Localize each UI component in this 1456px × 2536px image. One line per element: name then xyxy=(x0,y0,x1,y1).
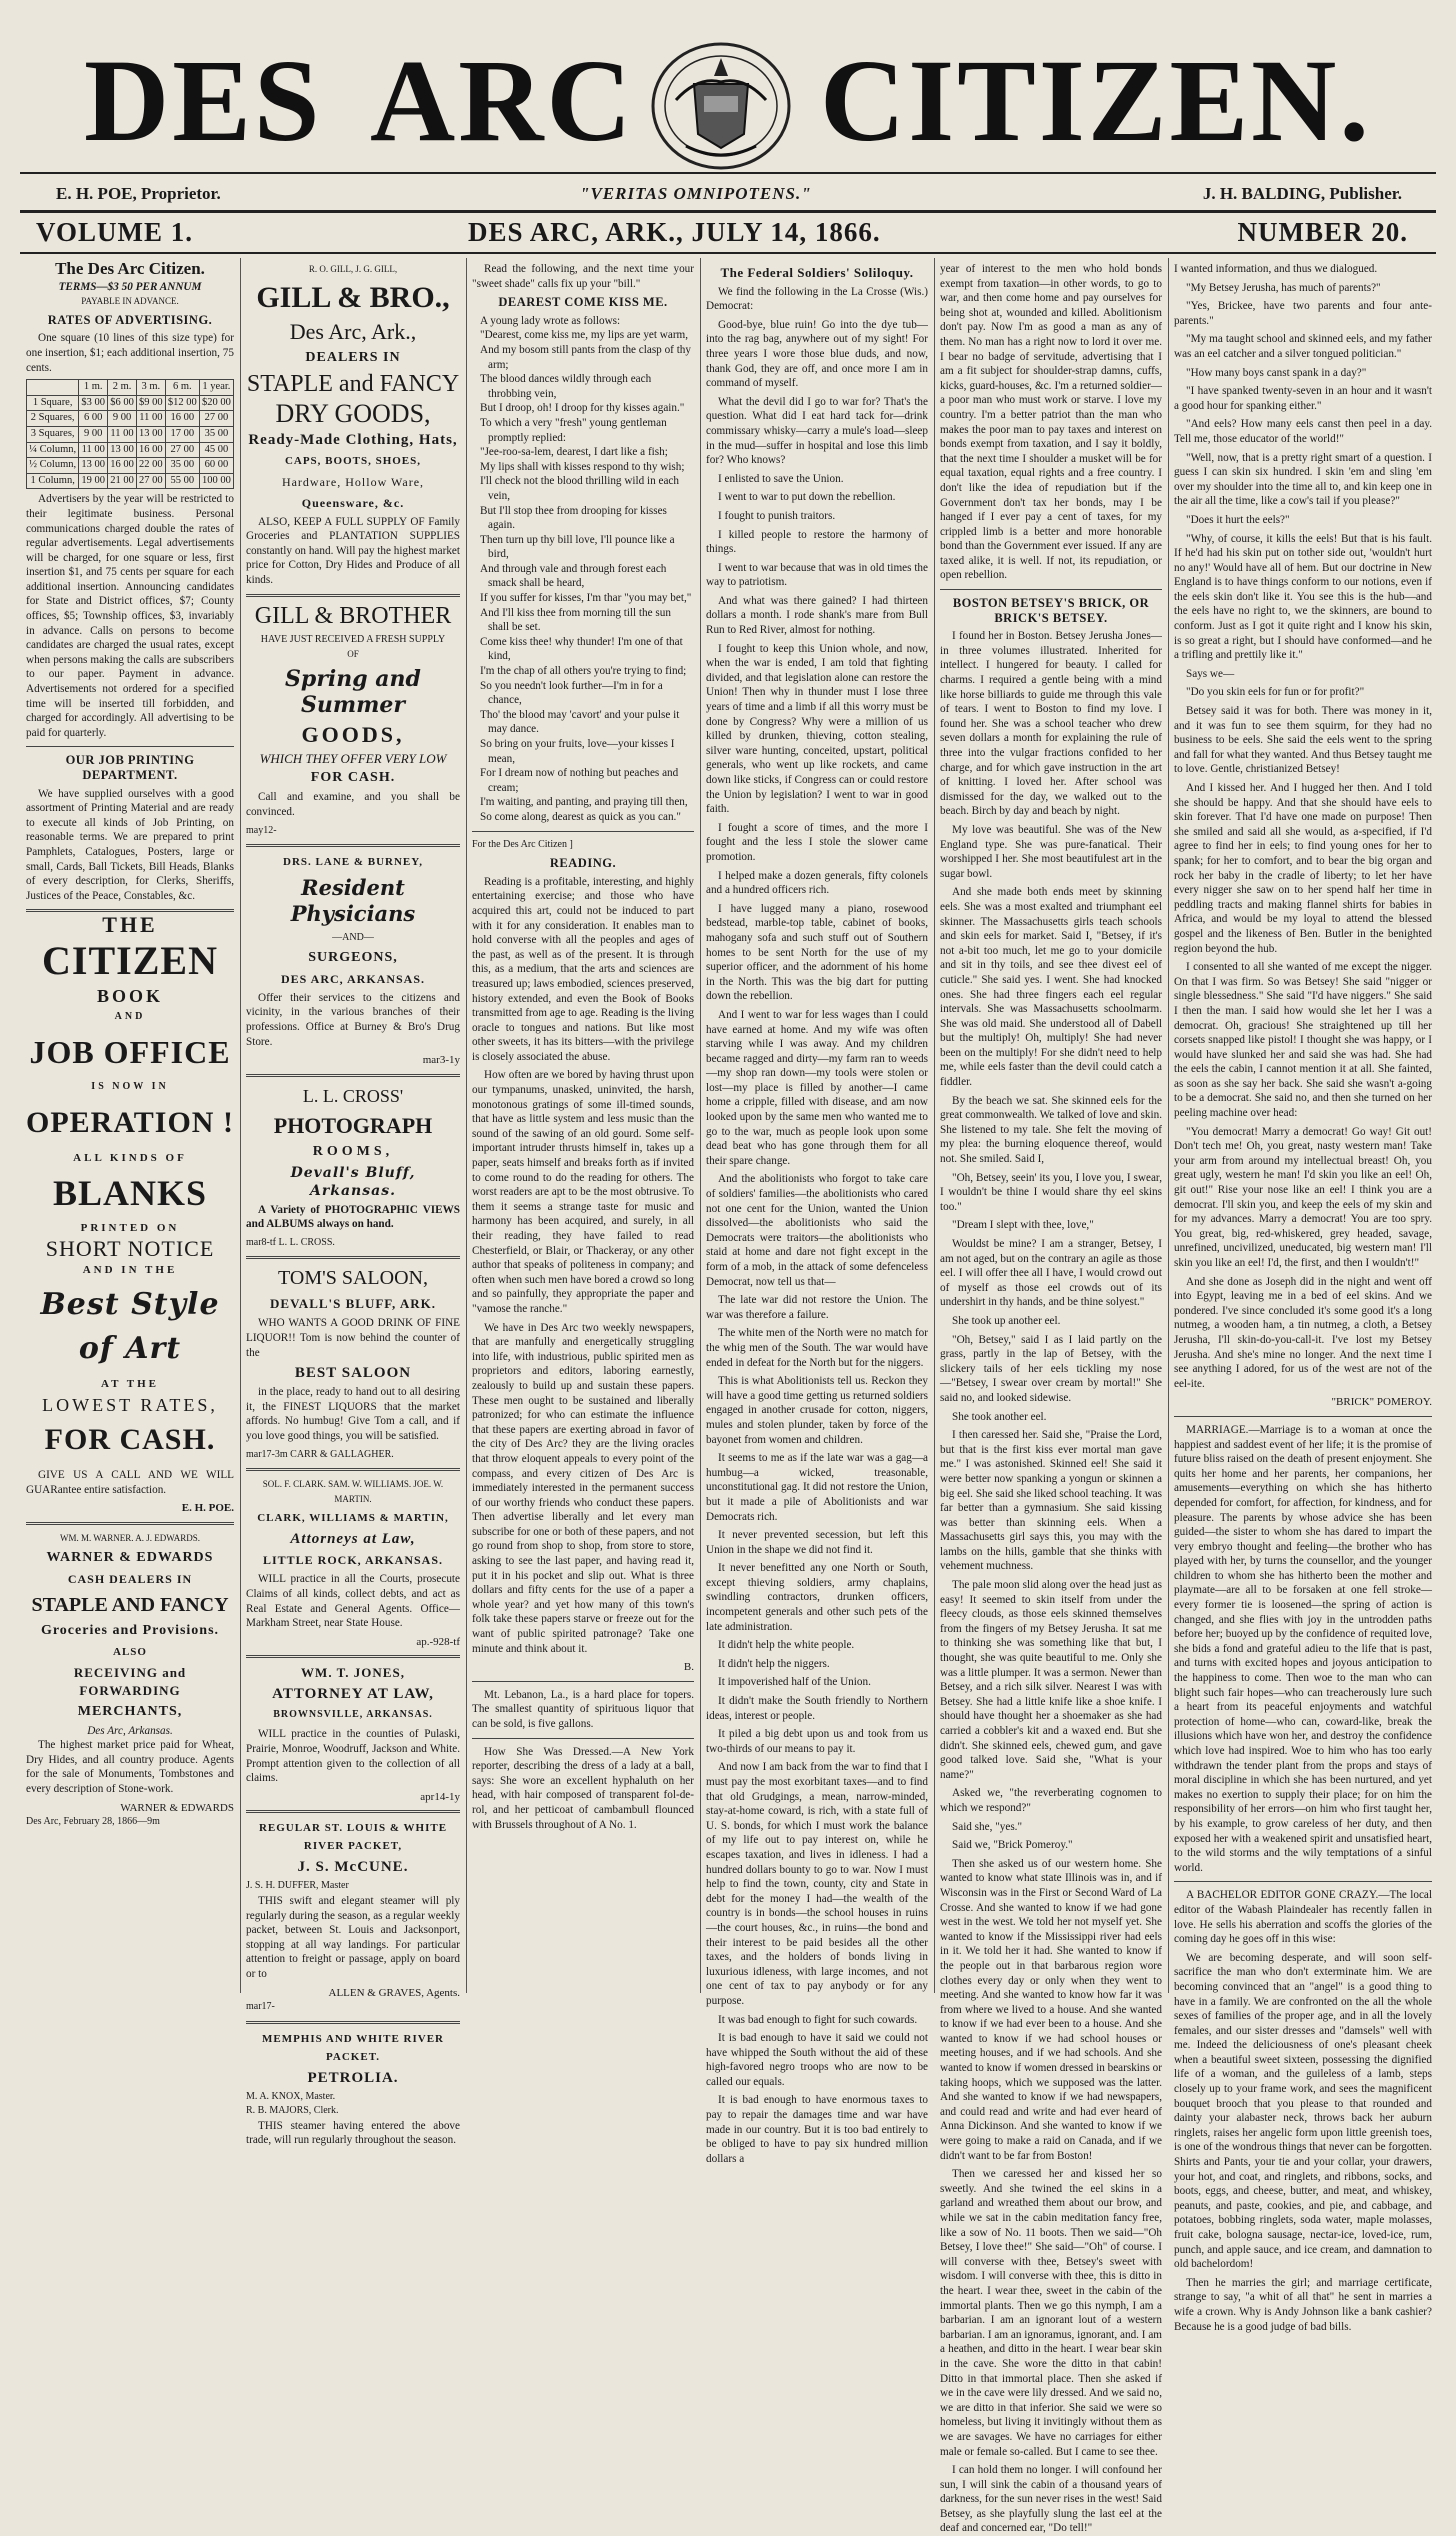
reading-article xyxy=(472,875,694,1656)
poem-line: My lips shall with kisses respond to thy wish; xyxy=(480,460,685,473)
gill-dealers: DEALERS IN xyxy=(305,349,401,365)
memphis-boat: PETROLIA. xyxy=(307,2069,399,2086)
drs-date: mar3-1y xyxy=(422,1054,460,1067)
betsey-paragraph: And she done as Joseph did in the night and went off into Egypt, leaving me in a bed of eel skins. And we pondered. I've since concluded it's some good it's a long nutmeg, a wooden ham, a tin nutmeg, a cloth, a Betsey Jerusha, I'll skin-do-you-call-it. I've lost my Betsey Jerusha. And she's mine no longer. And the next time I see anything I adored, for us of the west are not of the eel-ite. xyxy=(1174,1275,1432,1390)
ad-short-notice: SHORT NOTICE xyxy=(45,1235,215,1261)
poem-line: And my bosom still pants from the clasp of thy arm; xyxy=(480,343,691,371)
rates-cell: 16 00 xyxy=(108,458,137,474)
soliloquy-paragraph: And the abolitionists who forgot to take care of soldiers' families—the abolitionists who cared not one cent for the Union, wanted the Union dissolved—the abolitionists who said the Democrats were traitors—the abolitionists who staid at home and dare not fight except in the form of a mob, in the attack of some defenceless Democrat, now tell us that— xyxy=(706,1173,928,1288)
poem-line: I'm the chap of all others you're trying to find; xyxy=(480,665,687,678)
warner-text: The highest market price paid for Wheat, Dry Hides, and all country produce. Agents for the sale of Monuments, Tombstones and every description of Stone-work. xyxy=(26,1739,234,1796)
warner-cash: CASH DEALERS IN xyxy=(67,1571,193,1586)
volume: VOLUME 1. xyxy=(36,217,193,247)
dateline-rule-bottom xyxy=(20,252,1436,254)
gill-caps: CAPS, BOOTS, SHOES, xyxy=(284,454,422,467)
betsey-paragraph: "I have spanked twenty-seven in an hour and it wasn't a good hour for spanking either." xyxy=(1174,385,1432,412)
lebanon-item: Mt. Lebanon, La., is a hard place for topers. The smallest quantity of spirituous liquor that can be sold, is five gallons. xyxy=(472,1688,694,1730)
kiss-poem xyxy=(472,314,694,825)
betsey-paragraph: "Do you skin eels for fun or for profit?" xyxy=(1186,686,1365,699)
rates-col-header xyxy=(27,380,79,396)
cross-signature: mar8-tf L. L. CROSS. xyxy=(246,1236,335,1248)
title-citizen: CITIZEN. xyxy=(820,35,1372,166)
packet-boat: J. S. McCUNE. xyxy=(297,1859,409,1876)
soliloquy-paragraph: It was bad enough to fight for such cowards. xyxy=(718,2013,918,2026)
betsey-paragraph: Then she asked us of our western home. She wanted to know what state Illinois was in, and if Wisconsin was in the First or Second Ward of La Crosse. And she wanted to know if we had gone west in the west. We told her not myself yet. She wanted to know if the Mississippi river had eels in it. We told her it had. She wanted to know if the people out in that barbarous region wore clothes every day or only when they went to meeting. And she wanted to know how far it was from where we lived to a house. And she wanted to know if we had ever been to a house. And she wanted to know if we had school houses or meeting houses, and if we had schools. And she wanted to know if women dressed in bearskins or taking hoops, which we supposed was the latter. And she wanted to know if we had newspapers, and could read and write and had ever heard of Anna Dickinson. And she wanted to know if we were going to make a raid on Canada, and if we didn't want to be far from Boston! xyxy=(940,1857,1162,2162)
betsey-article-continued xyxy=(1174,281,1432,1392)
ad-best-style: Best Style of Art xyxy=(40,1287,220,1367)
soliloquy-paragraph: I enlisted to save the Union. xyxy=(718,472,844,485)
rates-cell: 27 00 xyxy=(136,473,165,489)
warner-place: Des Arc, Arkansas. xyxy=(87,1724,173,1737)
terms: TERMS—$3 50 PER ANNUM xyxy=(58,280,202,293)
job-heading: OUR JOB PRINTING DEPARTMENT. xyxy=(65,753,195,782)
ad-for-cash: FOR CASH. xyxy=(44,1423,216,1457)
rates-cell: 16 00 xyxy=(136,442,165,458)
betsey-paragraph: I then caressed her. Said she, "Praise the Lord, but that is the first kiss ever mortal man gave me." I was astonished. Skinned eel! She said it were better now spanking a yongun or skinnen a big eel. She said she liked school teaching. It was far better than a gymnasium. She said kissing was better than skinning eels. When a Massachusetts girl says this, you may with the lambs on the hills, gamble that she thinks with vehement muchness. xyxy=(940,1429,1162,1573)
rates-cell: 60 00 xyxy=(199,458,233,474)
kiss-intro: Read the following, and the next time your "sweet shade" calls fix up your "bill." xyxy=(472,263,694,290)
gill-place: Des Arc, Ark., xyxy=(289,318,417,344)
poem-line: For I dream now of nothing but peaches and cream; xyxy=(480,767,679,794)
memphis-master: M. A. KNOX, Master. xyxy=(246,2090,336,2102)
cross-photograph: PHOTOGRAPH xyxy=(273,1112,433,1138)
betsey-paragraph: Said we, "Brick Pomeroy." xyxy=(952,1839,1073,1852)
terms-sub: PAYABLE IN ADVANCE. xyxy=(81,296,179,307)
betsey-paragraph: I can hold them no longer. I will confound her sun, I will sink the cabin of a thousand years of darkness, for the sun never rises in the west! Said Betsey, as she playfully slung the last eel at the deaf and concerned ear, "Do tell!" xyxy=(940,2464,1162,2535)
rates-cell: 55 00 xyxy=(165,473,199,489)
warner-staple: STAPLE AND FANCY xyxy=(31,1593,229,1616)
rates-cell: 1 Column, xyxy=(27,473,79,489)
title-arc: ARC xyxy=(370,35,635,166)
column-3 xyxy=(472,262,694,1992)
cross-rooms: ROOMS, xyxy=(312,1143,394,1159)
masthead-meta xyxy=(20,180,1436,208)
rates-row xyxy=(27,473,234,489)
soliloquy-paragraph: It seems to me as if the late war was a gag—a humbug—a wicked, treasonable, unconstitutional gag. It did not restore the Union, but it made a pile of Abolitionists and war Democrats rich. xyxy=(706,1452,928,1523)
drs-names: DRS. LANE & BURNEY, xyxy=(283,856,423,869)
toms-title: TOM'S SALOON, xyxy=(278,1267,428,1290)
rates-col-header: 6 m. xyxy=(165,380,199,396)
ad-and: AND xyxy=(114,1010,146,1022)
packet-master: J. S. H. DUFFER, Master xyxy=(246,1880,349,1892)
column-5 xyxy=(940,262,1162,2535)
toms-signature: mar17-3m CARR & GALLAGHER. xyxy=(246,1448,394,1460)
reading-paragraph: We have in Des Arc two weekly newspapers, that are manfully and energetically struggling into life, with industrious, public spirited men as proprietors and editors, laboring earnestly, zealously to build up and sustain these papers. These men ought to be sustained and liberally patronized; for who can estimate the influence that these papers are exerting abroad in favor of the city of Des Arc? they are the living oracles that throw eloquent appeals to every point of the compass, and every citizen of Des Arc is immediately interested in the permanent success of our worthy friends who conduct these papers. Then advertise liberally and let every man subscribe for one or both of these papers, and not go round from shop to shop, from store to store, asking to see the last paper, and having read it, put it in his pocket and slip out. What is three dollars and fifty cents for the use of a paper a whole year? and yet how many of this town's folk take these papers starve or freeze out for the want of public spirited patronage? Take one minute and think about it. xyxy=(472,1321,694,1655)
gill2-of: OF xyxy=(347,649,359,660)
poem-line: "Jee-roo-sa-lem, dearest, I dart like a fish; xyxy=(480,446,668,459)
rates-table-body xyxy=(27,395,234,489)
cwm-names: SOL. F. CLARK. SAM. W. WILLIAMS. JOE. W. MARTIN. xyxy=(262,1479,444,1504)
masthead xyxy=(20,28,1436,178)
betsey-paragraph: By the beach we sat. She skinned eels for the great commonwealth. We talked of love and skin. She listened to my tale. She felt the moving of my plea: the burning eloquence thereof, would not. She smiled. Said I, xyxy=(940,1094,1162,1166)
dateline-row xyxy=(20,215,1436,251)
betsey-title: BOSTON BETSEY'S BRICK, OR BRICK'S BETSEY. xyxy=(952,596,1150,625)
rates-cell: $9 00 xyxy=(136,395,165,411)
betsey-paragraph: "How many boys canst spank in a day?" xyxy=(1186,366,1367,379)
warner-merchants: MERCHANTS, xyxy=(77,1703,183,1719)
soliloquy-title: The Federal Soldiers' Soliloquy. xyxy=(720,265,914,280)
ad-and-in: AND IN THE xyxy=(82,1263,178,1276)
soliloquy-paragraph: The late war did not restore the Union. The war was therefore a failure. xyxy=(706,1294,928,1321)
gill2-which: WHICH THEY OFFER VERY LOW xyxy=(259,750,447,766)
soliloquy-paragraph: And what was there gained? I had thirteen dollars a month. I rode shank's mare from Bull Run to Red River, almost for nothing. xyxy=(706,594,928,637)
issue-number: NUMBER 20. xyxy=(1237,217,1408,247)
poem-line: And I'll kiss thee from morning till the sun shall be set. xyxy=(480,606,671,634)
masthead-rule xyxy=(20,172,1436,174)
rates-text: One square (10 lines of this size type) for one insertion, $1; each additional insertion, 75 cents. xyxy=(26,332,234,374)
rates-row xyxy=(27,395,234,411)
gill2-spring: Spring and Summer xyxy=(285,665,421,718)
reading-paragraph: Reading is a profitable, interesting, and highly entertaining exercise; and those who have acquired this art, could not be induced to part with it for any consideration. It enables man to hold converse with all the peoples and ages of the past, as well as of the present. It is through this, as a medium, that the arts and sciences are treasured up; laws embodied, sciences preserved, history extended, and even the Book of Books transmitted from age to age. Reading is the living oracle to tongues and nations. But like most other sweets, it has its bitters—with the privilege is closely associated the abuse. xyxy=(472,875,694,1063)
kiss-title: DEAREST COME KISS ME. xyxy=(498,295,668,310)
betsey-paragraph: Said she, "yes." xyxy=(952,1820,1023,1833)
betsey-paragraph: I found her in Boston. Betsey Jerusha Jones—in three volumes illustrated. Inherited for intellect. I hungered for beauty. I called for charms. I required a gentle being with a mind like horse billiards to guide me through this vale of tears. I went to Boston to find my love. I found her. She was a school teacher who drew seven dollars a month for explaining the rule of three into the vulgar fractions confided to her charge, and for which gave instruction in the art of knitting. I loved her. After school was dismissed for the day, we walked out to the beach. Birch by day and beach by night. xyxy=(940,630,1162,818)
column-4 xyxy=(706,262,928,2165)
ad-job-office: JOB OFFICE xyxy=(29,1034,231,1071)
rates-cell: $6 00 xyxy=(108,395,137,411)
betsey-paragraph: And I kissed her. And I hugged her then. And I told she should be happy. And that she should have eels to skin forever. That I'd have one made on purpose! Then she smiled and said all she would, as a-specified, if I'd agree to find her in eels; to find young ones for her to spank; for her to comfort, and to bear the big organ and rock her baby in the cradle of liberty; to let her have every nigger she saw on to her spend half her time in peddling tracts and making flannel shirts for babies in Africa, and would be my loyal to attend the blessed gospel and the likeness of Ben. Butler in the benighted region beyond the hub. xyxy=(1174,782,1432,955)
jones-attorney: ATTORNEY AT LAW, xyxy=(272,1686,434,1703)
betsey-paragraph: "Oh, Betsey, seein' its you, I love you, I swear, I wouldn't be thine I would share thy eel skins too." xyxy=(940,1171,1162,1213)
cross-place: Devall's Bluff, Arkansas. xyxy=(290,1164,416,1199)
betsey-paragraph: My love was beautiful. She was of the New England type. She was pure-fanatical. Their worshipped I her. She most beautifulest art in the sugar bowl. xyxy=(940,823,1162,880)
memphis-text: THIS steamer having entered the above trade, will run regularly throughout the season. xyxy=(246,2119,460,2147)
rates-col-header: 1 year. xyxy=(199,380,233,396)
rates-cell: 13 00 xyxy=(108,442,137,458)
ad-signature: E. H. POE. xyxy=(181,1502,234,1515)
ad-blanks: BLANKS xyxy=(52,1173,208,1214)
rates-cell: 3 Squares, xyxy=(27,426,79,442)
jones-name: WM. T. JONES, xyxy=(301,1665,405,1681)
rates-cell: 6 00 xyxy=(79,411,108,427)
rates-col-header: 3 m. xyxy=(136,380,165,396)
state-seal-icon xyxy=(646,36,796,176)
poem-line: So bring on your fruits, love—your kisses I mean, xyxy=(480,738,675,765)
betsey-paragraph: I consented to all she wanted of me except the nigger. On that I was firm. So was Betsey! She said "nigger or single blessedness." She said "I'd have niggers." She said I then the man. I said how would she let her I was a democrat. Oh, gracious! She straightened up till her corsets snapped like pistol! I thought she was happy, or I would have slunked her and said she was had. She had the eels the cabin, I cannot mention it at all. She fainted, as soon as she say her back. She said she wasn't a-going to be a democrat. She said no, and then she turned on her peeling machine over head: xyxy=(1174,961,1432,1120)
packet-signature: ALLEN & GRAVES, Agents. xyxy=(328,1986,460,1999)
rates-cell: 21 00 xyxy=(108,473,137,489)
poem-line: The blood dances wildly through each throbbing vein, xyxy=(480,373,652,400)
rates-cell: 2 Squares, xyxy=(27,411,79,427)
dateline-rule-top xyxy=(20,210,1436,213)
poem-line: So come along, dearest as quick as you can." xyxy=(480,810,681,823)
poem-line: To which a very "fresh" young gentleman promptly replied: xyxy=(480,416,667,444)
warner-groceries: Groceries and Provisions. xyxy=(40,1622,220,1638)
toms-text: in the place, ready to hand out to all desiring it, the FINEST LIQUORS that the market affords. No humbug! Give Tom a call, and if you love good things, you will be satisfied. xyxy=(246,1386,460,1443)
paper-name: The Des Arc Citizen. xyxy=(55,259,205,278)
soliloquy-paragraph: Good-bye, blue ruin! Go into the dye tub—into the rag bag, anywhere out of my sight! For three years I wore those blue duds, and now, thank God, they are off, and once more I am in command of myself. xyxy=(706,318,928,390)
toms-who: WHO WANTS A GOOD DRINK OF FINE LIQUOR!! Tom is now behind the counter of the xyxy=(246,1317,460,1359)
soliloquy-intro: We find the following in the La Crosse (Wis.) Democrat: xyxy=(706,285,928,313)
rates-cell: 27 00 xyxy=(165,442,199,458)
soliloquy-paragraph: And I went to war for less wages than I could have earned at home. And my wife was often starving while I was away. And my children became ragged and dirty—my farm ran to weeds—my shop ran down—my tools were stolen or lost—my place is filled by another—I came home a cripple, filled with disease, and am now looked upon by the same men who wanted me to go to the war, much as people look upon some dead beat who has gone through them for all their spare change. xyxy=(706,1008,928,1167)
rates-cell: 13 00 xyxy=(79,458,108,474)
soliloquy-paragraph: It is bad enough to have it said we could not have whipped the South without the aid of these high-favored negro troops who are now to be called our equals. xyxy=(706,2032,928,2088)
rates-cell: 11 00 xyxy=(79,442,108,458)
gill-names: R. O. GILL, J. G. GILL, xyxy=(308,264,398,274)
reading-title: READING. xyxy=(549,856,617,871)
poem-line: But I droop, oh! I droop for thy kisses again." xyxy=(480,402,685,415)
job-text: We have supplied ourselves with a good assortment of Printing Material and are ready to execute all kinds of Job Printing, on reasonable terms. We are prepared to print Pamphlets, Catalogues, Posters, large or small, Cards, Ball Tickets, Bill Heads, Blanks of every description, for Clerks, Sheriffs, Justices of the Peace, Constables, &c. xyxy=(26,787,234,902)
cwm-text: WILL practice in all the Courts, prosecute Claims of all kinds, collect debts, and act as Real Estate and General Agents. Office—Markham Street, near State House. xyxy=(246,1573,460,1630)
betsey-paragraph: "Oh, Betsey," said I as I laid partly on the grass, partly in the lap of Betsey, with the slickery tails of her eels tickling my nose—"Betsey, I swear over cream by mortal!" She said no, and looked sidewise. xyxy=(940,1333,1162,1404)
drs-text: Offer their services to the citizens and vicinity, in the various branches of their professions. Office at Burney & Bro's Drug Store. xyxy=(246,991,460,1048)
ad-operation: OPERATION ! xyxy=(26,1105,234,1139)
poem-line: I'll check not the blood thrilling wild in each vein, xyxy=(480,475,679,502)
column-divider xyxy=(466,258,467,1993)
betsey-paragraph: "Well, now, that is a pretty right smart of a question. I guess I can skin six hundred. I skin 'em and sling 'em over my shoulder into the time all to, and kin keep one in the air all the time, like a cow's tail if you please?" xyxy=(1174,451,1432,508)
betsey-paragraph: "My Betsey Jerusha, has much of parents?" xyxy=(1186,281,1381,294)
proprietor: E. H. POE, Proprietor. xyxy=(56,184,221,203)
betsey-paragraph: "Why, of course, it kills the eels! But that is his fault. If he'd had his skin put on tother side out, 'wouldn't hurt no any!' Would have all of hem. But our doctrine in New England is to have things conform to our notions, even if the eels skin don't like it. You see this is the hub—and the eels have no right to, we the skinners, are bound to conform. Just as I got it quite right and I know his skin, is so great a right, but I should have conformed—and he a trifling and prettily like it." xyxy=(1174,532,1432,662)
gill2-date: may12- xyxy=(246,824,277,836)
warner-date: Des Arc, February 28, 1866—9m xyxy=(26,1816,160,1828)
rates-table xyxy=(26,379,234,489)
soliloquy-paragraph: It is bad enough to have enormous taxes to pay to repair the damages time and war have made in our country. But it is too bad entirely to be obliged to have to pay six hundred million dollars a xyxy=(706,2094,928,2165)
soliloquy-paragraph: It never benefitted any one North or South, except thieving soldiers, army chaplains, swindling contractors, drunken officers, incompetent generals and other such pets of the late administration. xyxy=(706,1562,928,1633)
gill2-goods: GOODS, xyxy=(301,721,405,747)
cwm-date: ap.-928-tf xyxy=(416,1635,460,1648)
column-6 xyxy=(1174,262,1432,2333)
rates-cell: 11 00 xyxy=(108,426,137,442)
column-divider xyxy=(934,258,935,1993)
dressed-item: How She Was Dressed.—A New York reporter, describing the dress of a lady at a ball, says: She wore an excellent hyphaluth on her head, with hair composed of transparent fol-de-rol, and her petticoat of cambambull flounced with Brussels throughout of A No. 1. xyxy=(472,1745,694,1831)
jones-place: BROWNSVILLE, ARKANSAS. xyxy=(273,1709,433,1721)
poem-line: Come kiss thee! why thunder! I'm one of that kind, xyxy=(480,635,683,663)
reading-for: For the Des Arc Citizen ] xyxy=(472,838,573,850)
column-divider xyxy=(240,258,241,1993)
rates-cell: $20 00 xyxy=(199,395,233,411)
gill-title: GILL & BRO., xyxy=(256,280,450,314)
rates-cell: 22 00 xyxy=(136,458,165,474)
betsey-paragraph: She took another eel. xyxy=(952,1410,1047,1423)
cross-text: A Variety of PHOTOGRAPHIC VIEWS and ALBUMS always on hand. xyxy=(246,1203,460,1231)
rates-cell: ½ Column, xyxy=(27,458,79,474)
rates-row xyxy=(27,426,234,442)
poem-line: If you suffer for kisses, I'm thar "you may bet," xyxy=(480,592,692,605)
memphis-title: MEMPHIS AND WHITE RIVER PACKET. xyxy=(261,2032,444,2063)
gill2-title: GILL & BROTHER xyxy=(254,602,452,629)
gill-hardware: Hardware, Hollow Ware, xyxy=(281,474,425,489)
marriage-item: MARRIAGE.—Marriage is to a woman at once the happiest and saddest event of her life; it is the promise of future bliss raised on the death of present enjoyment. She quits her home and her parents, her companions, her amusements—everything on which she has hitherto depended for comfort, for affection, for kindness, and for pleasure. The parents by whose advice she has been guided—the sister to whom she has dared to impart the very embryo thought and feeling—the brother who has played with her, by turns the counsellor, and the younger children to whom she has hitherto been the mother and playmate—are all to be forsaken at one fell stroke—every former tie is loosened—the spring of action is changed, and she flies with joy in the untrodden paths before her; buoyed up by the confidence of requited love, she bids a fond and grateful adieu to the life that is past, and turns with excited hopes and joyous anticipation to the happiness to come. Then woe to the man who can blight such fair hopes—who can treacherously lure such a heart from its peaceful enjoyments and watchful protection of home—who can, coward-like, break the illusions which have won her, and destroy the confidence which love had inspired. Woe to him who has too early withdrawn the tender plant from the props and stays of moral discipline in which she has been nurtured, and yet makes no exertion to supply their place; for on him the responsibility of her errors—on him who first taught her, by his example, to grow careless of her duty, and then exposed her with a weakened spirit and unsatisfied heart, to the wild storms and the wily temptations of a sinful world. xyxy=(1174,1423,1432,1874)
rates-cell: 9 00 xyxy=(79,426,108,442)
warner-also: ALSO xyxy=(113,1645,147,1658)
gill-dry-goods: DRY GOODS, xyxy=(275,398,431,428)
ad-lowest-rates: LOWEST RATES, xyxy=(42,1394,218,1415)
rates-heading: RATES OF ADVERTISING. xyxy=(47,312,213,327)
betsey-continued: I wanted information, and thus we dialogued. xyxy=(1174,263,1378,275)
packet-title: REGULAR ST. LOUIS & WHITE RIVER PACKET, xyxy=(258,1822,448,1853)
soliloquy-paragraph: The white men of the North were no match for the whig men of the South. The war would have ended in defeat for the North but for the niggers. xyxy=(706,1327,928,1369)
rates-cell: 11 00 xyxy=(136,411,165,427)
drs-resident: Resident Physicians xyxy=(290,875,416,927)
rates-cell: 100 00 xyxy=(199,473,233,489)
rates-cell: 45 00 xyxy=(199,442,233,458)
drs-and: —AND— xyxy=(332,932,374,944)
betsey-paragraph: Then we caressed her and kissed her so sweetly. And she twined the eel skins in a garland and wreathed them about our brow, and while we sat in the cabin meditation fancy free, like a sow of No. 11 boots. Then we said—"Oh Betsey, I love thee!" She said—"Oh" of course. I will converse with thee, Betsey's sweet with wisdom. I will converse with thee, this is ditto in the heart. I wear thee, sweet in the cabin of the immortal plants. Then we go this nymph, I am a barbarian. I am an ignorant lout of a western barbarian. I am an ignoramus, ignorant, and. I am a heathen, and ditto in the heart. I wear bear skin in the cave. She wore the ditto in that cabin! Ditto in that immortal place. Then she asked if we in the cave were lily dressed. And we said no, we are ditto in that inferior. She said we were so homeless, but living it invitingly without them as we are savages. We have no carriages for either male or female so-called. But I came to see thee. xyxy=(940,2168,1162,2458)
bachelor-paragraph: We are becoming desperate, and will soon self-sacrifice the man who don't exterminate him. We are becoming convinced that an "angel" is a good thing to have in a family. We are confronted on the all the whole sexes of families of the proper age, and in all the lovely females, and our sister dresses and "damsels" well with me. Indeed the deliciousness of one's pleasant cheek when a beautiful sweet sixteen, possessing the dignified life of a woman, and the guileless of a lamb, steps closely up to your frame work, and sees the magnificent bouquet brooch that you please to that rounded and dainty your alabaster neck, throws back her auburn ringlets, raises her angelic form upon little greenish toes, is one of the wondrous things that never can be forgotten. Shirts and Pants, your tie and your collar, your drawers, your hot, and coat, and ringlets, and ribbons, socks, and boots, eggs, and cheese, butter, and meat, and whiskey, peanuts, and paste, cookies, and pie, and cabbage, and potatoes, bobbing ringlets, soda water, maple molasses, fruit cake, bologna sausage, nectar-ice, loved-ice, rum, punch, and apple sauce, and ice cream, and damnation to old bachelordom! xyxy=(1174,1951,1432,2271)
column-2 xyxy=(246,262,460,2147)
betsey-paragraph: "My ma taught school and skinned eels, and my father was an eel catcher and a silver tongued politician." xyxy=(1174,333,1432,360)
poem-line: Then turn up thy bill love, I'll pounce like a bird, xyxy=(480,533,675,561)
rates-cell: 13 00 xyxy=(136,426,165,442)
rates-cell: 19 00 xyxy=(79,473,108,489)
rates-cell: 1 Square, xyxy=(27,395,79,411)
poem-line: So you needn't look further—I'm in for a chance, xyxy=(480,679,663,707)
ad-the: THE xyxy=(102,912,158,938)
rates-row xyxy=(27,442,234,458)
soliloquy-paragraph: It piled a big debt upon us and took from us two-thirds of our means to pay it. xyxy=(706,1728,928,1755)
poem-line: Tho' the blood may 'cavort' and your pulse it may dance. xyxy=(480,708,680,736)
rates-row xyxy=(27,458,234,474)
ad-all-kinds: ALL KINDS OF xyxy=(73,1151,187,1164)
soliloquy-paragraph: This is what Abolitionists tell us. Reckon they will have a good time getting us returned soldiers engaged in another crusade for cotton, niggers, mules and stolen plunder, taken by force of the bayonet from women and children. xyxy=(706,1375,928,1446)
soliloquy-paragraph: I have lugged many a piano, rosewood bedstead, marble-top table, cabinet of books, mahogany sofa and such stuff out of Southern homes to be sent North for the use of my superior officer, and the adornment of his home in the North. This was the big dart for putting down the rebellion. xyxy=(706,902,928,1003)
reading-paragraph: How often are we bored by having thrust upon our tympanums, unasked, uninvited, the harsh, monotonous gratings of some ill-timed sounds, that have as little system and less music than the sound of the sawing of an old gourd. Some self-important intruder thrusts himself in, takes up a paper, seats himself and breaks forth as if invited to come round to do the reading for others. The worst readers are apt to be the most obtrusive. To them it seems a strange taste for music and harmony has been acquired, and surely, in all their reading, they have failed to read Chesterfield, or Blair, or Thackeray, or any other author that speaks of politeness in company; and often when such men have bored a crowd so long and so painfully, they appropriate the paper and "vamose the ranche." xyxy=(472,1069,694,1315)
gill-staple: STAPLE and FANCY xyxy=(246,370,460,397)
poem-line: A young lady wrote as follows: xyxy=(480,314,621,327)
soliloquy-paragraph: It never prevented secession, but left this Union in the shape we did not find it. xyxy=(706,1529,928,1556)
warner-title: WARNER & EDWARDS xyxy=(46,1549,214,1565)
bachelor-paragraph: Then he marries the girl; and marriage certificate, strange to say, "a whit of all that" he sent in marries a wife a crown. Why is Andy Johnson like a bank cashier? Because he is a good judge of bad bills. xyxy=(1174,2276,1432,2333)
betsey-paragraph: Asked we, "the reverberating cognomen to which we respond?" xyxy=(940,1787,1162,1814)
rates-body: Advertisers by the year will be restricted to their legitimate business. Personal communications charged double the rates of regular advertisements. Legal advertisements will be charged, for one square or less, first insertion $1, and 75 cents per square for each additional insertion. Announcing candidates for State and District offices, $7; County offices, $5; Township offices, $3, invariably in advance. Calls on persons to become candidates are charged the usual rates, except when persons making the calls are subscribers to our paper. Payment in advance. Advertisements not ordered for a specified time will be inserted till forbidden, and charged for accordingly. All advertising to be paid for quarterly. xyxy=(26,493,234,739)
ad-now: IS NOW IN xyxy=(91,1081,169,1093)
jones-text: WILL practice in the counties of Pulaski, Prairie, Monroe, Woodruff, Jackson and White. Prompt attention given to the collection of all claims. xyxy=(246,1728,460,1785)
rates-cell: 35 00 xyxy=(199,426,233,442)
betsey-paragraph: Wouldst be mine? I am a stranger, Betsey, I am not aged, but on the contrary an agile as those eel. I will offer thee all I have, I would crowd out of myself as those eel crowds out of its undershirt in thy hands, and be thine solyest." xyxy=(940,1238,1162,1309)
soliloquy-paragraph: I killed people to restore the harmony of things. xyxy=(706,528,928,556)
gill-queensware: Queensware, &c. xyxy=(301,495,405,510)
betsey-paragraph: "You democrat! Marry a democrat! Go way! Git out! Don't tech me! Oh, you great, nasty western man! Take your arm from around my intellectual breast! Oh, you great ugly, western he man! I'd skin you like an eel! Oh, git out!" Rise your nose like an eel! I think you are a democrat. I'll skin you, and keep the eels of my skin and for my advances. Marry a democrat! You are too spry. You great, big, red-whiskered, grey headed, savage, unrefined, uncivilized, uneducated, big western man! I'll skin you like an eel! I'd, the first, and then I wouldn't!" xyxy=(1174,1125,1432,1269)
drs-place: DES ARC, ARKANSAS. xyxy=(280,971,426,986)
poem-line: But I'll stop thee from drooping for kisses again. xyxy=(480,504,667,532)
soliloquy-paragraph: What the devil did I go to war for? That's the question. What did I eat hard tack for—drink commissary whisky—carry a mule's load—sleep in the mud—suffer in hospital and lose this limb for? Who knows? xyxy=(706,395,928,467)
rates-col-header: 2 m. xyxy=(108,380,137,396)
soliloquy-paragraph: It didn't make the South friendly to Northern ideas, interest or people. xyxy=(706,1695,928,1722)
rates-cell: 17 00 xyxy=(165,426,199,442)
cwm-title: CLARK, WILLIAMS & MARTIN, xyxy=(257,1512,449,1525)
soliloquy-paragraph: I fought to keep this Union whole, and now, when the war is ended, I am told that fighting divided, and that legislation alone can restore the Union! Then why in thunder must I lose three years of time and a limb if all this worry must be done by Congress? Why were a million of us killed by drunken, thieving, cotton stealing, silver ware hunting, conceited, upstart, political generals, who went up like rockets, and came down like sticks, if Congress can or could restore the Union by legislation? I went to war in good faith. xyxy=(706,642,928,816)
cross-name: L. L. CROSS' xyxy=(302,1085,404,1106)
publisher: J. H. BALDING, Publisher. xyxy=(1202,184,1402,203)
soliloquy-paragraph: It didn't help the white people. xyxy=(718,1639,855,1652)
toms-best: BEST SALOON xyxy=(294,1365,412,1382)
warner-names: WM. M. WARNER. A. J. EDWARDS. xyxy=(59,1533,201,1544)
ad-citizen: CITIZEN xyxy=(42,937,218,983)
betsey-paragraph: "Dream I slept with thee, love," xyxy=(952,1219,1094,1232)
betsey-paragraph: Says we— xyxy=(1186,667,1235,680)
poem-line: And through vale and through forest each smack shall be heard, xyxy=(480,562,667,590)
soliloquy-paragraph: I fought to punish traitors. xyxy=(718,509,836,522)
cwm-place: LITTLE ROCK, ARKANSAS. xyxy=(262,1553,444,1568)
poem-line: I'm waiting, and panting, and praying till then, xyxy=(480,796,688,809)
gill-ready-made: Ready-Made Clothing, Hats, xyxy=(248,431,458,448)
soliloquy-paragraph: I went to war because that was in old times the way to patriotism. xyxy=(706,561,928,589)
rates-col-header: 1 m. xyxy=(79,380,108,396)
rates-cell: 35 00 xyxy=(165,458,199,474)
soliloquy-paragraph: It impoverished half of the Union. xyxy=(718,1676,871,1689)
toms-place: DEVALL'S BLUFF, ARK. xyxy=(270,1296,436,1312)
column-1 xyxy=(26,259,234,1992)
ad-book: BOOK xyxy=(96,985,163,1006)
gill2-have: HAVE JUST RECEIVED A FRESH SUPPLY xyxy=(260,633,446,645)
drs-surgeons: SURGEONS, xyxy=(308,949,398,965)
warner-signature: WARNER & EDWARDS xyxy=(120,1801,234,1814)
column-divider xyxy=(700,258,701,1993)
soliloquy-continued: year of interest to the men who hold bonds exempt from taxation—in other words, to go to war, and then come home and pay ourselves for being shot at, wounded and killed. Abolitionism don't pay. Now I'm as good a man as any of them. No man has a right now to lord it over me. I bear no badge of servitude, advertising that I am a fit subject for shoulder-strap damns, cuffs, kicks, guard-houses, &c. I'm a returned soldier—a poor man who must work or starve. I love my country. I'm a better patriot than the man who makes the poor man to pay taxes and interest on bonds exempt from taxation, and I say it boldly, that the next time I shoulder a musket will be for equal taxation, equal rights and a free country. I don't like the idea of repudiation but if the Government don't tax her bonds, may I be hanged if I ever pay a cent of taxes, for my crippled limb is a better and more honorable bond than the Government ever issued. If any are taxed alike, it is well. If not, its repudiation, or open rebellion. xyxy=(940,263,1162,582)
motto: "VERITAS OMNIPOTENS." xyxy=(580,184,812,203)
packet-text: THIS swift and elegant steamer will ply regularly during the season, as a regular weekly packet, between St. Louis and Jacksonport, stopping at all way landings. For particular attention to freight or passage, apply on board or to xyxy=(246,1894,460,1980)
rates-cell: 16 00 xyxy=(165,411,199,427)
betsey-paragraph: Betsey said it was for both. There was money in it, and it was fun to see them squirm, for they had no business to be eels. She said the eels went to the spring and fall for what they wanted. And thus Betsey taught me to love. Gentle, christianized Betsey! xyxy=(1174,705,1432,776)
dateline: DES ARC, ARK., JULY 14, 1866. xyxy=(468,217,881,247)
rates-row xyxy=(27,411,234,427)
soliloquy-article xyxy=(706,318,928,2167)
rates-table-header xyxy=(27,380,234,396)
ad-give-call: GIVE US A CALL AND WE WILL GUARantee entire satisfaction. xyxy=(26,1469,234,1496)
reading-signature: B. xyxy=(683,1661,694,1674)
betsey-paragraph: "Does it hurt the eels?" xyxy=(1186,513,1290,526)
rates-cell: $12 00 xyxy=(165,395,199,411)
bachelor-article xyxy=(1174,1951,1432,2334)
gill-text: ALSO, KEEP A FULL SUPPLY OF Family Groceries and PLANTATION SUPPLIES constantly on hand. Will pay the highest market price for Cotton, Dry Hides and Produce of all kinds. xyxy=(246,515,460,586)
ad-printed: PRINTED ON xyxy=(80,1222,180,1235)
soliloquy-paragraph: And now I am back from the war to find that I must pay the most exorbitant taxes—and to find that old Grudgings, a mean, narrow-minded, stay-at-home coward, is rich, with a state full of U. S. bonds, for which I must work the balance of my life out to pay interest on, while he escapes taxation, and lives in idleness. I had a hundred dollars bounty to go to war. Now I must help to find the town, county, city and State in debt for the money I had—the wealth of the country is in bonds—the school houses in ruins—the court houses, &c., in ruins—the bond and their interest to be paid besides all the other taxes, and the holders of bonds living in luxurious idleness, with large incomes, and not one cent of tax to pay anybody or for any purpose. xyxy=(706,1761,928,2007)
jones-date: apr14-1y xyxy=(420,1790,460,1803)
betsey-article xyxy=(940,629,1162,2536)
ad-at: AT THE xyxy=(100,1378,160,1391)
betsey-paragraph: "And eels? How many eels canst then peel in a day. Tell me, those educator of the world!" xyxy=(1174,418,1432,445)
warner-receiving: RECEIVING and FORWARDING xyxy=(73,1664,187,1698)
betsey-paragraph: She took up another eel. xyxy=(952,1314,1061,1327)
soliloquy-paragraph: I helped make a dozen generals, fifty colonels and a hundred officers rich. xyxy=(706,869,928,897)
soliloquy-paragraph: I fought a score of times, and the more I fought and the less I stole the slower came promotion. xyxy=(706,821,928,863)
rates-cell: 9 00 xyxy=(108,411,137,427)
betsey-paragraph: The pale moon slid along over the head just as easy! It seemed to skin itself from under the fleecy clouds, as those eels skinned themselves from the fingers of my Betsey Jerusha. It sat me to thinking she was something like that but, I thought, she was quite beautiful to me. Only she was a little plumper. It was a sermon. Newer than Betsey, and a rich silk silver. Nearest I was with Betsey. She had a little knife like a shoe knife. I should have thought her a shoemaker as she had carried a cobbler's kit and a waxed end. But she didn't. She skinned eels, chewed gum, and gave good talked love. Said she, "What is your name?" xyxy=(940,1579,1162,1781)
rates-cell: ¼ Column, xyxy=(27,442,79,458)
gill2-call: Call and examine, and you shall be convinced. xyxy=(246,791,460,818)
rates-cell: $3 00 xyxy=(79,395,108,411)
betsey-paragraph: "Yes, Brickee, have two parents and four ante-parents." xyxy=(1174,300,1432,327)
column-divider xyxy=(1168,258,1169,1993)
pomeroy-signature: "BRICK" POMEROY. xyxy=(1331,1396,1432,1409)
bachelor-item: A BACHELOR EDITOR GONE CRAZY.—The local editor of the Wabash Plaindealer has recently fallen in love. He sells his aberration and scoffs the glories of the coming day he goes off in this wise: xyxy=(1174,1889,1432,1946)
packet-date: mar17- xyxy=(246,2001,275,2013)
title-des: DES xyxy=(84,35,323,166)
cwm-attorneys: Attorneys at Law, xyxy=(290,1531,416,1548)
soliloquy-paragraph: I went to war to put down the rebellion. xyxy=(718,491,896,504)
poem-line: "Dearest, come kiss me, my lips are yet warm, xyxy=(480,329,689,342)
rates-cell: 27 00 xyxy=(199,411,233,427)
soliloquy-paragraph: It didn't help the niggers. xyxy=(718,1657,830,1670)
memphis-clerk: R. B. MAJORS, Clerk. xyxy=(246,2105,339,2117)
betsey-paragraph: And she made both ends meet by skinning eels. She was a most exalted and triumphant eel skinner. The Massachusetts girls teach schools and skin eels for market. Said I, "Betsey, if it's not a-bit too much, let me go to your domicile and sit in thy toils, and see thee divest eel of cuticle." She said yes. I went. She had knocked ones. She had three fingers each eel regular intervals. She was Massachusetts schoolmarm. She was old maid. She understood all of Dabell but the multiply! Oh, multiply! She had never been on the multiply! For she didn't need to help me, while eels faster than the devil could catch a fiddler. xyxy=(940,886,1162,1089)
gill2-cash: FOR CASH. xyxy=(310,770,396,786)
